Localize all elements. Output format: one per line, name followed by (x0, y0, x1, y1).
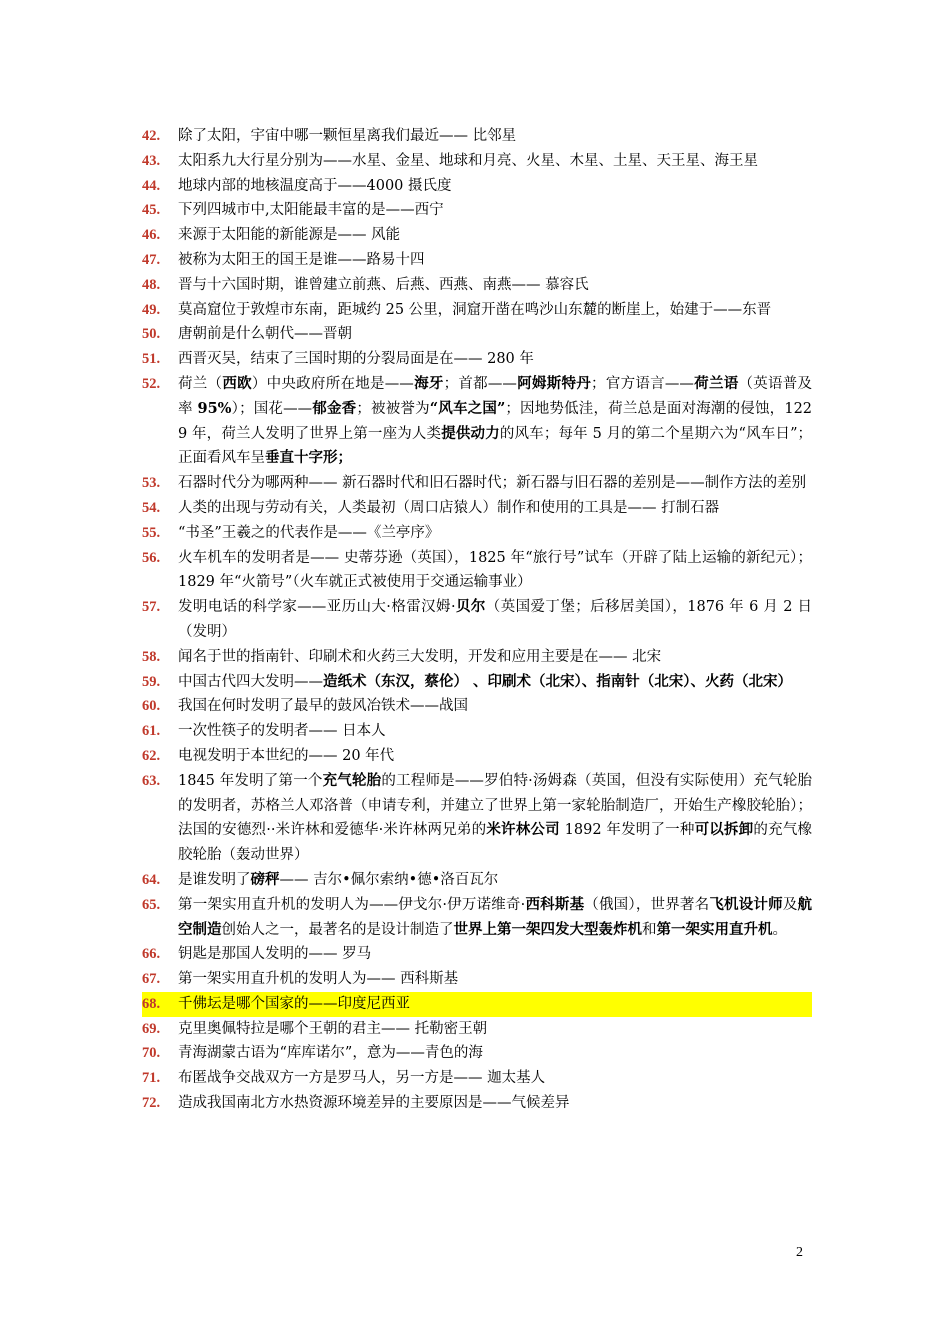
item-number: 67. (142, 971, 161, 988)
bold-text: 米许林公司 (486, 821, 560, 839)
text-run: 发明电话的科学家——亚历山大·格雷汉姆· (178, 599, 456, 616)
item-number: 56. (142, 549, 161, 566)
item-text (178, 273, 812, 298)
text-run: 的风车；每年 5 月的第二个星期六为“风车日”；正面看风车呈 (178, 425, 812, 467)
item-number: 52. (142, 375, 161, 392)
item-text (178, 1017, 812, 1042)
item-text (178, 546, 812, 596)
item-number: 51. (142, 351, 161, 368)
item-text (178, 1091, 812, 1116)
item-number: 54. (142, 499, 161, 516)
text-run: ；首都—— (443, 375, 517, 392)
item-number: 53. (142, 475, 161, 492)
list-item (142, 372, 812, 471)
item-number: 55. (142, 524, 161, 541)
bold-text: 提供动力 (441, 424, 500, 442)
text-run: 被称为太阳王的国王是谁——路易十四 (178, 251, 425, 268)
list-item (142, 298, 812, 323)
list-item (142, 471, 812, 496)
item-text (178, 769, 812, 868)
item-number: 64. (142, 871, 161, 888)
item-text (178, 347, 812, 372)
item-text (178, 1066, 812, 1091)
item-number: 42. (142, 128, 161, 144)
bold-text: 世界上第一架四发大型轰炸机 (453, 920, 642, 938)
text-run: 电视发明于本世纪的—— 20 年代 (178, 747, 395, 764)
bold-text: 贝尔 (455, 598, 486, 616)
text-run: 钥匙是那国人发明的—— 罗马 (178, 946, 372, 963)
text-run: 和 (642, 921, 657, 938)
list-item (142, 1017, 812, 1042)
list-item (142, 198, 812, 223)
text-run: 第一架实用直升机的发明人为—— 西科斯基 (178, 971, 459, 988)
item-text (178, 471, 812, 496)
text-run: （英国爱丁堡；后移居美国），1876 年 6 月 2 日（发明） (178, 599, 813, 640)
item-number: 46. (142, 227, 161, 244)
item-number: 68. (142, 995, 161, 1012)
item-text (178, 496, 812, 521)
list-item (142, 273, 812, 298)
text-run: 除了太阳，宇宙中哪一颗恒星离我们最近—— 比邻星 (178, 128, 517, 144)
list-item (142, 1041, 812, 1066)
item-text (178, 670, 812, 695)
list-item (142, 124, 812, 149)
item-number: 69. (142, 1020, 161, 1037)
text-run: ；官方语言—— (591, 375, 694, 392)
text-run: 晋与十六国时期，谁曾建立前燕、后燕、西燕、南燕—— 慕容氏 (178, 276, 589, 293)
item-number: 62. (142, 747, 161, 764)
list-item (142, 893, 812, 943)
list-item (142, 496, 812, 521)
bold-text: 可以拆卸 (694, 821, 754, 839)
item-text (178, 694, 812, 719)
item-number: 72. (142, 1095, 161, 1112)
item-number: 60. (142, 698, 161, 715)
bold-text: 海牙 (413, 374, 444, 392)
list-item (142, 174, 812, 199)
bold-text: 95% (197, 399, 232, 417)
item-text (178, 645, 812, 670)
text-run: 下列四城市中,太阳能最丰富的是——西宁 (178, 202, 444, 219)
text-run: 造成我国南北方水热资源环境差异的主要原因是——气候差异 (178, 1095, 570, 1112)
text-run: ；被被誉为 (356, 400, 430, 417)
list-item (142, 942, 812, 967)
text-run: 火车机车的发明者是—— 史蒂芬逊（英国），1825 年“旅行号”试车（开辟了陆上运输的新纪元）； 1829 年“火箭号”（火车就正式被使用于交通运输事业） (178, 549, 812, 591)
list-item (142, 1091, 812, 1116)
text-run: 1845 年发明了第一个 (178, 772, 323, 789)
list-item (142, 967, 812, 992)
item-text (178, 174, 812, 199)
item-number: 48. (142, 276, 161, 293)
list-item (142, 347, 812, 372)
bold-text: 郁金香 (312, 399, 357, 417)
item-text (178, 149, 812, 174)
list-item (142, 149, 812, 174)
item-text (178, 595, 812, 645)
bold-text: 飞机设计师 (709, 895, 783, 913)
text-run: （俄国），世界著名 (584, 896, 710, 913)
text-run: 青海湖蒙古语为“库库诺尔”，意为——青色的海 (178, 1045, 483, 1062)
list-item (142, 521, 812, 546)
item-text (178, 967, 812, 992)
item-text (178, 198, 812, 223)
bold-text: 航空制造 (178, 895, 813, 938)
list-item (142, 868, 812, 893)
item-text (178, 719, 812, 744)
item-number: 61. (142, 723, 161, 740)
bold-text: 西欧 (222, 374, 252, 392)
text-run: 唐朝前是什么朝代——晋朝 (178, 326, 352, 343)
text-run: 西晋灭吴，结束了三国时期的分裂局面是在—— 280 年 (178, 351, 534, 368)
item-number: 59. (142, 673, 161, 690)
item-number: 47. (142, 251, 161, 268)
text-run: 的充气橡胶轮胎（轰动世界） (178, 822, 813, 864)
item-number: 65. (142, 896, 161, 913)
text-run: 闻名于世的指南针、印刷术和火药三大发明，开发和应用主要是在—— 北宋 (178, 648, 662, 665)
text-run: 来源于太阳能的新能源是—— 风能 (178, 227, 401, 244)
question-list (142, 124, 812, 1116)
text-run: 石器时代分为哪两种—— 新石器时代和旧石器时代；新石器与旧石器的差别是——制作方法的差别 (178, 475, 807, 492)
text-run: 。 (772, 921, 787, 938)
list-item (142, 645, 812, 670)
bold-text: 造纸术（东汉，蔡伦） 、印刷术（北宋）、指南针（北宋）、火药（北宋） (323, 672, 793, 690)
list-item (142, 719, 812, 744)
text-run: —— 吉尔•佩尔索纳•德•洛百瓦尔 (279, 871, 499, 888)
text-run: 克里奥佩特拉是哪个王朝的君主—— 托勒密王朝 (178, 1020, 488, 1037)
bold-text: 阿姆斯特丹 (516, 374, 592, 392)
item-number: 63. (142, 772, 161, 789)
list-item (142, 1066, 812, 1091)
item-number: 50. (142, 326, 161, 343)
list-item (142, 595, 812, 645)
item-text (178, 372, 812, 471)
bold-text: 第一架实用直升机 (656, 920, 773, 938)
list-item (142, 670, 812, 695)
list-item (142, 769, 812, 868)
text-run: 莫高窟位于敦煌市东南，距城约 25 公里，洞窟开凿在鸣沙山东麓的断崖上，始建于——东晋 (178, 301, 772, 318)
text-run: 一次性筷子的发明者—— 日本人 (178, 723, 386, 740)
list-item (142, 744, 812, 769)
text-run: ）；国花—— (231, 400, 313, 417)
list-item (142, 992, 812, 1017)
text-run: ）中央政府所在地是—— (251, 375, 414, 392)
item-text (178, 942, 812, 967)
list-item (142, 248, 812, 273)
item-number: 66. (142, 946, 161, 963)
text-run: 我国在何时发明了最早的鼓风冶铁术——战国 (178, 698, 468, 715)
item-number: 45. (142, 202, 161, 219)
item-text (178, 521, 812, 546)
list-item (142, 322, 812, 347)
bold-text: 充气轮胎 (322, 771, 382, 789)
text-run: 的工程师是——罗伯特·汤姆森（英国，但没有实际使用）充气轮胎的发明者，苏格兰人邓洛普（申请专利，并建立了世界上第一家轮胎制造厂，开始生产橡胶轮胎）；法国的安德烈··米许林和爱德华·米许林两兄弟的 (178, 772, 813, 839)
text-run: 太阳系九大行星分别为——水星、金星、地球和月亮、火星、木星、土星、天王星、海王星 (178, 152, 758, 169)
item-text (178, 744, 812, 769)
item-number: 70. (142, 1045, 161, 1062)
item-text (178, 248, 812, 273)
text-run: 及 (782, 896, 798, 913)
item-number: 49. (142, 301, 161, 318)
text-run: 是谁发明了 (178, 871, 251, 888)
item-text (178, 992, 812, 1017)
bold-text: 西科斯基 (525, 895, 585, 913)
list-item (142, 694, 812, 719)
bold-text: 磅秤 (250, 870, 280, 888)
text-run: 创始人之一，最著名的是设计制造了 (221, 921, 454, 938)
text-run: （英语普及率 (178, 375, 813, 417)
item-text (178, 1041, 812, 1066)
text-run: 千佛坛是哪个国家的——印度尼西亚 (178, 995, 410, 1012)
text-run: ；因地势低洼，荷兰总是面对海潮的侵蚀，1229 年，荷兰人发明了世界上第一座为人类 (178, 400, 813, 442)
item-text (178, 893, 812, 943)
item-text (178, 322, 812, 347)
item-number: 71. (142, 1070, 161, 1087)
list-item (142, 223, 812, 248)
item-text (178, 868, 812, 893)
text-run: “书圣”王羲之的代表作是——《兰亭序》 (178, 524, 440, 541)
item-number: 44. (142, 177, 161, 194)
item-number: 58. (142, 648, 161, 665)
page-number: 2 (796, 1245, 803, 1260)
text-run: 荷兰（ (178, 375, 223, 392)
item-number: 43. (142, 152, 161, 169)
item-number: 57. (142, 599, 161, 616)
item-text (178, 223, 812, 248)
bold-text: 荷兰语 (693, 374, 739, 392)
text-run: 中国古代四大发明—— (178, 673, 323, 690)
item-text (178, 298, 812, 323)
bold-text: “风车之国” (429, 399, 506, 417)
text-run: 1892 年发明了一种 (559, 822, 695, 839)
list-item (142, 546, 812, 596)
text-run: 第一架实用直升机的发明人为——伊戈尔·伊万诺维奇· (178, 896, 526, 913)
text-run: 布匿战争交战双方一方是罗马人，另一方是—— 迦太基人 (178, 1070, 546, 1087)
text-run: 人类的出现与劳动有关，人类最初（周口店猿人）制作和使用的工具是—— 打制石器 (178, 499, 720, 516)
item-text (178, 124, 812, 149)
bold-text: 垂直十字形； (265, 449, 352, 467)
text-run: 地球内部的地核温度高于——4000 摄氏度 (178, 177, 452, 194)
